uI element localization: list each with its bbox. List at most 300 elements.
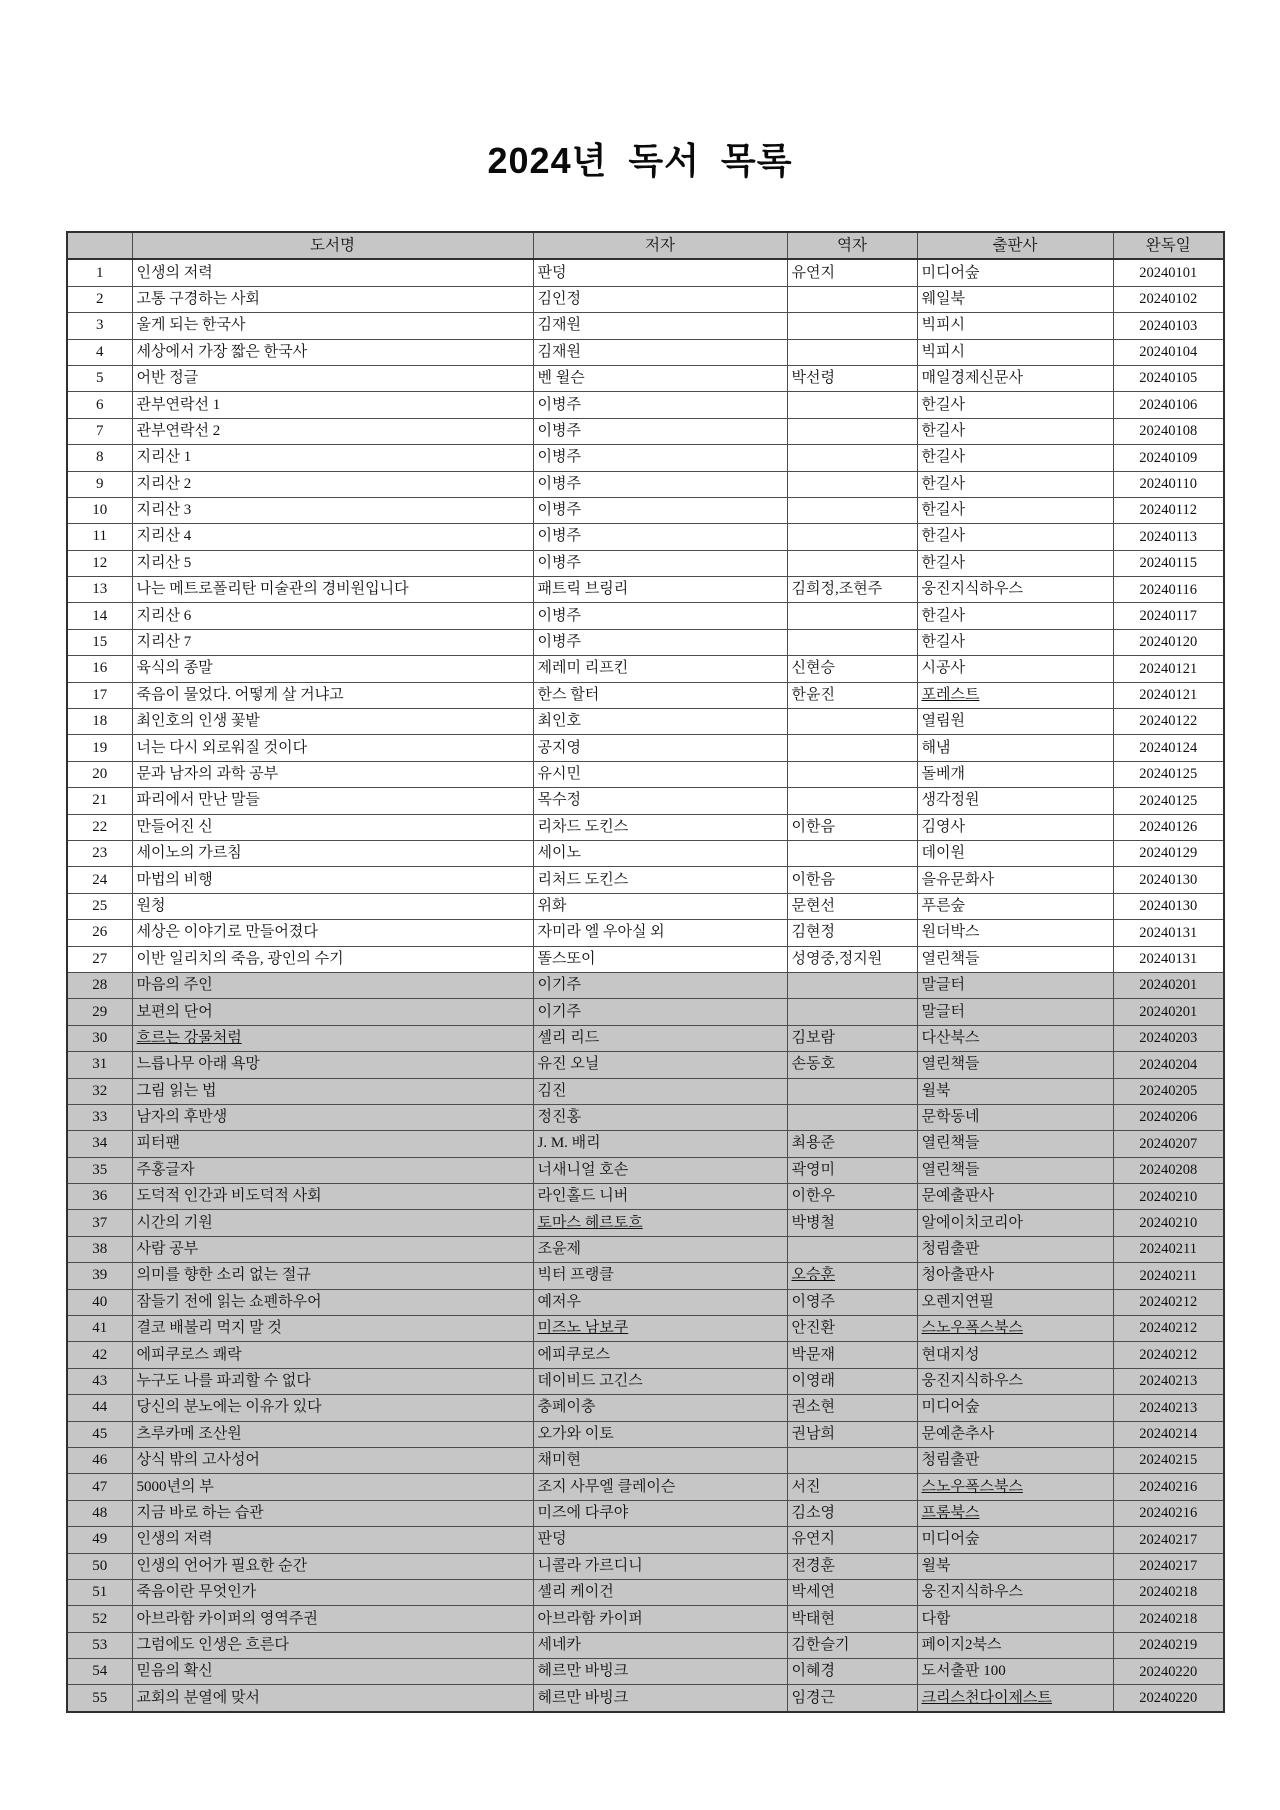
cell-translator [787, 603, 917, 629]
table-header-row [67, 232, 1224, 259]
cell-title: 어반 정글 [132, 365, 533, 391]
cell-author: 리처드 도킨스 [533, 867, 787, 893]
cell-title: 의미를 향한 소리 없는 절규 [132, 1263, 533, 1289]
cell-publisher: 포레스트 [917, 682, 1113, 708]
cell-author: 이병주 [533, 550, 787, 576]
table-row [67, 972, 1224, 998]
cell-publisher: 한길사 [917, 550, 1113, 576]
table-row [67, 1474, 1224, 1500]
cell-author: 이병주 [533, 629, 787, 655]
cell-date: 20240205 [1113, 1078, 1224, 1104]
table-row [67, 392, 1224, 418]
cell-publisher: 프롬북스 [917, 1500, 1113, 1526]
cell-author: 니콜라 가르디니 [533, 1553, 787, 1579]
cell-date: 20240131 [1113, 920, 1224, 946]
cell-translator: 손동호 [787, 1052, 917, 1078]
cell-no: 1 [67, 259, 132, 286]
table-row [67, 1052, 1224, 1078]
cell-no: 29 [67, 999, 132, 1025]
table-row [67, 920, 1224, 946]
cell-publisher: 문예춘추사 [917, 1421, 1113, 1447]
cell-title: 문과 남자의 과학 공부 [132, 761, 533, 787]
cell-title: 이반 일리치의 죽음, 광인의 수기 [132, 946, 533, 972]
cell-translator [787, 735, 917, 761]
cell-publisher: 시공사 [917, 656, 1113, 682]
cell-publisher: 크리스천다이제스트 [917, 1685, 1113, 1712]
table-row [67, 1447, 1224, 1473]
cell-translator [787, 761, 917, 787]
table-row [67, 761, 1224, 787]
cell-title: 도덕적 인간과 비도덕적 사회 [132, 1184, 533, 1210]
cell-date: 20240105 [1113, 365, 1224, 391]
cell-date: 20240120 [1113, 629, 1224, 655]
cell-translator [787, 339, 917, 365]
cell-title: 아브라함 카이퍼의 영역주권 [132, 1606, 533, 1632]
cell-author: 헤르만 바빙크 [533, 1659, 787, 1685]
cell-translator: 권남희 [787, 1421, 917, 1447]
cell-date: 20240106 [1113, 392, 1224, 418]
cell-translator [787, 497, 917, 523]
cell-publisher: 웨일북 [917, 286, 1113, 312]
table-row [67, 946, 1224, 972]
cell-publisher: 데이원 [917, 840, 1113, 866]
cell-author: 이병주 [533, 497, 787, 523]
cell-publisher: 푸른숲 [917, 893, 1113, 919]
cell-no: 11 [67, 524, 132, 550]
cell-title: 원청 [132, 893, 533, 919]
cell-translator: 박태현 [787, 1606, 917, 1632]
cell-date: 20240206 [1113, 1104, 1224, 1130]
cell-no: 23 [67, 840, 132, 866]
cell-publisher: 한길사 [917, 445, 1113, 471]
cell-publisher: 알에이치코리아 [917, 1210, 1113, 1236]
cell-no: 49 [67, 1527, 132, 1553]
cell-author: 김재원 [533, 339, 787, 365]
cell-date: 20240210 [1113, 1184, 1224, 1210]
cell-translator: 문현선 [787, 893, 917, 919]
cell-date: 20240220 [1113, 1659, 1224, 1685]
cell-no: 54 [67, 1659, 132, 1685]
cell-title: 흐르는 강물처럼 [132, 1025, 533, 1051]
cell-author: J. M. 배리 [533, 1131, 787, 1157]
cell-author: 위화 [533, 893, 787, 919]
cell-no: 48 [67, 1500, 132, 1526]
cell-author: 벤 윌슨 [533, 365, 787, 391]
table-row [67, 1131, 1224, 1157]
cell-no: 17 [67, 682, 132, 708]
cell-translator: 박문재 [787, 1342, 917, 1368]
cell-publisher: 말글터 [917, 999, 1113, 1025]
cell-publisher: 열린책들 [917, 1157, 1113, 1183]
cell-publisher: 청아출판사 [917, 1263, 1113, 1289]
table-row [67, 1632, 1224, 1658]
cell-publisher: 열린책들 [917, 1131, 1113, 1157]
cell-no: 16 [67, 656, 132, 682]
cell-no: 2 [67, 286, 132, 312]
cell-author: 김재원 [533, 313, 787, 339]
cell-author: 빅터 프랭클 [533, 1263, 787, 1289]
cell-no: 53 [67, 1632, 132, 1658]
table-row [67, 550, 1224, 576]
cell-author: 이병주 [533, 524, 787, 550]
cell-title: 지리산 1 [132, 445, 533, 471]
cell-publisher: 매일경제신문사 [917, 365, 1113, 391]
cell-author: 예저우 [533, 1289, 787, 1315]
cell-date: 20240220 [1113, 1685, 1224, 1712]
cell-date: 20240201 [1113, 999, 1224, 1025]
cell-translator: 김한슬기 [787, 1632, 917, 1658]
cell-title: 츠루카메 조산원 [132, 1421, 533, 1447]
cell-no: 43 [67, 1368, 132, 1394]
table-row [67, 259, 1224, 286]
table-row [67, 286, 1224, 312]
cell-translator: 안진환 [787, 1316, 917, 1342]
cell-date: 20240207 [1113, 1131, 1224, 1157]
cell-publisher: 을유문화사 [917, 867, 1113, 893]
cell-translator [787, 286, 917, 312]
cell-author: 세이노 [533, 840, 787, 866]
cell-author: 공지영 [533, 735, 787, 761]
cell-title: 지리산 7 [132, 629, 533, 655]
cell-translator: 박선령 [787, 365, 917, 391]
cell-translator: 박세연 [787, 1579, 917, 1605]
cell-translator: 이영주 [787, 1289, 917, 1315]
cell-author: 너새니얼 호손 [533, 1157, 787, 1183]
cell-translator: 오승훈 [787, 1263, 917, 1289]
cell-date: 20240212 [1113, 1289, 1224, 1315]
cell-no: 39 [67, 1263, 132, 1289]
cell-title: 상식 밖의 고사성어 [132, 1447, 533, 1473]
cell-title: 죽음이 물었다. 어떻게 살 거냐고 [132, 682, 533, 708]
cell-translator: 이혜경 [787, 1659, 917, 1685]
cell-author: 세네카 [533, 1632, 787, 1658]
cell-translator [787, 840, 917, 866]
cell-author: 데이비드 고긴스 [533, 1368, 787, 1394]
table-row [67, 999, 1224, 1025]
cell-publisher: 윌북 [917, 1078, 1113, 1104]
cell-no: 24 [67, 867, 132, 893]
cell-publisher: 한길사 [917, 524, 1113, 550]
col-header-publisher: 출판사 [917, 232, 1113, 259]
cell-publisher: 미디어숲 [917, 259, 1113, 286]
reading-list-table [66, 231, 1225, 1713]
col-header-no [67, 232, 132, 259]
cell-date: 20240122 [1113, 709, 1224, 735]
cell-date: 20240109 [1113, 445, 1224, 471]
table-row [67, 1236, 1224, 1262]
cell-title: 육식의 종말 [132, 656, 533, 682]
cell-author: 이병주 [533, 418, 787, 444]
cell-title: 그림 읽는 법 [132, 1078, 533, 1104]
cell-translator: 김희정,조현주 [787, 577, 917, 603]
cell-no: 28 [67, 972, 132, 998]
cell-author: 충페이충 [533, 1395, 787, 1421]
cell-publisher: 청림출판 [917, 1236, 1113, 1262]
cell-publisher: 다산북스 [917, 1025, 1113, 1051]
cell-title: 지금 바로 하는 습관 [132, 1500, 533, 1526]
cell-publisher: 한길사 [917, 629, 1113, 655]
table-row [67, 867, 1224, 893]
table-row [67, 656, 1224, 682]
cell-author: 조지 사무엘 클레이슨 [533, 1474, 787, 1500]
cell-date: 20240212 [1113, 1316, 1224, 1342]
cell-translator [787, 445, 917, 471]
cell-no: 6 [67, 392, 132, 418]
table-row [67, 1184, 1224, 1210]
cell-publisher: 청림출판 [917, 1447, 1113, 1473]
cell-no: 38 [67, 1236, 132, 1262]
cell-publisher: 현대지성 [917, 1342, 1113, 1368]
cell-author: 이기주 [533, 999, 787, 1025]
cell-author: 이기주 [533, 972, 787, 998]
table-row [67, 445, 1224, 471]
cell-no: 31 [67, 1052, 132, 1078]
cell-no: 8 [67, 445, 132, 471]
cell-title: 느릅나무 아래 욕망 [132, 1052, 533, 1078]
cell-title: 피터팬 [132, 1131, 533, 1157]
cell-no: 20 [67, 761, 132, 787]
cell-translator: 한윤진 [787, 682, 917, 708]
cell-title: 그럼에도 인생은 흐른다 [132, 1632, 533, 1658]
table-row [67, 893, 1224, 919]
cell-title: 사람 공부 [132, 1236, 533, 1262]
cell-title: 인생의 저력 [132, 1527, 533, 1553]
cell-date: 20240203 [1113, 1025, 1224, 1051]
cell-date: 20240211 [1113, 1236, 1224, 1262]
cell-date: 20240126 [1113, 814, 1224, 840]
cell-date: 20240211 [1113, 1263, 1224, 1289]
cell-publisher: 한길사 [917, 603, 1113, 629]
table-row [67, 1210, 1224, 1236]
cell-title: 남자의 후반생 [132, 1104, 533, 1130]
cell-date: 20240103 [1113, 313, 1224, 339]
cell-date: 20240112 [1113, 497, 1224, 523]
cell-no: 44 [67, 1395, 132, 1421]
cell-publisher: 한길사 [917, 497, 1113, 523]
cell-translator: 이한음 [787, 814, 917, 840]
cell-no: 47 [67, 1474, 132, 1500]
cell-translator: 임경근 [787, 1685, 917, 1712]
cell-no: 46 [67, 1447, 132, 1473]
cell-no: 45 [67, 1421, 132, 1447]
cell-title: 마음의 주인 [132, 972, 533, 998]
cell-publisher: 문예출판사 [917, 1184, 1113, 1210]
cell-date: 20240217 [1113, 1527, 1224, 1553]
cell-date: 20240125 [1113, 761, 1224, 787]
cell-translator: 김현정 [787, 920, 917, 946]
cell-no: 15 [67, 629, 132, 655]
col-header-title: 도서명 [132, 232, 533, 259]
cell-publisher: 미디어숲 [917, 1395, 1113, 1421]
cell-publisher: 문학동네 [917, 1104, 1113, 1130]
cell-translator [787, 1236, 917, 1262]
table-row [67, 1659, 1224, 1685]
table-row [67, 1527, 1224, 1553]
cell-publisher: 도서출판 100 [917, 1659, 1113, 1685]
cell-translator [787, 392, 917, 418]
cell-translator: 성영중,정지원 [787, 946, 917, 972]
table-row [67, 1395, 1224, 1421]
cell-translator: 신현승 [787, 656, 917, 682]
cell-date: 20240130 [1113, 893, 1224, 919]
cell-title: 죽음이란 무엇인가 [132, 1579, 533, 1605]
cell-date: 20240204 [1113, 1052, 1224, 1078]
cell-date: 20240131 [1113, 946, 1224, 972]
table-row [67, 1104, 1224, 1130]
cell-publisher: 한길사 [917, 418, 1113, 444]
table-row [67, 1579, 1224, 1605]
cell-title: 보편의 단어 [132, 999, 533, 1025]
table-row [67, 1025, 1224, 1051]
cell-author: 리차드 도킨스 [533, 814, 787, 840]
cell-no: 51 [67, 1579, 132, 1605]
cell-author: 제레미 리프킨 [533, 656, 787, 682]
table-row [67, 313, 1224, 339]
cell-publisher: 빅피시 [917, 313, 1113, 339]
table-row [67, 524, 1224, 550]
cell-date: 20240121 [1113, 682, 1224, 708]
cell-title: 잠들기 전에 읽는 쇼펜하우어 [132, 1289, 533, 1315]
cell-title: 만들어진 신 [132, 814, 533, 840]
cell-no: 36 [67, 1184, 132, 1210]
cell-no: 10 [67, 497, 132, 523]
table-row [67, 418, 1224, 444]
cell-translator [787, 788, 917, 814]
cell-title: 지리산 3 [132, 497, 533, 523]
table-row [67, 577, 1224, 603]
cell-date: 20240213 [1113, 1368, 1224, 1394]
cell-date: 20240115 [1113, 550, 1224, 576]
cell-title: 지리산 6 [132, 603, 533, 629]
cell-title: 마법의 비행 [132, 867, 533, 893]
cell-no: 13 [67, 577, 132, 603]
cell-date: 20240210 [1113, 1210, 1224, 1236]
cell-translator: 김소영 [787, 1500, 917, 1526]
cell-author: 셸리 케이건 [533, 1579, 787, 1605]
cell-translator [787, 1104, 917, 1130]
cell-translator: 곽영미 [787, 1157, 917, 1183]
cell-date: 20240108 [1113, 418, 1224, 444]
cell-date: 20240130 [1113, 867, 1224, 893]
table-row [67, 788, 1224, 814]
cell-author: 유진 오닐 [533, 1052, 787, 1078]
cell-author: 이병주 [533, 445, 787, 471]
cell-publisher: 한길사 [917, 471, 1113, 497]
cell-translator: 유연지 [787, 1527, 917, 1553]
table-row [67, 1316, 1224, 1342]
cell-author: 똘스또이 [533, 946, 787, 972]
cell-translator [787, 999, 917, 1025]
table-row [67, 1078, 1224, 1104]
cell-no: 40 [67, 1289, 132, 1315]
cell-title: 당신의 분노에는 이유가 있다 [132, 1395, 533, 1421]
cell-no: 3 [67, 313, 132, 339]
cell-no: 33 [67, 1104, 132, 1130]
cell-translator: 권소현 [787, 1395, 917, 1421]
cell-translator [787, 972, 917, 998]
table-row [67, 1289, 1224, 1315]
cell-publisher: 오렌지연필 [917, 1289, 1113, 1315]
cell-date: 20240216 [1113, 1500, 1224, 1526]
cell-title: 교회의 분열에 맞서 [132, 1685, 533, 1712]
cell-translator: 최용준 [787, 1131, 917, 1157]
cell-no: 4 [67, 339, 132, 365]
cell-author: 판덩 [533, 1527, 787, 1553]
cell-date: 20240201 [1113, 972, 1224, 998]
table-row [67, 840, 1224, 866]
cell-translator [787, 471, 917, 497]
cell-no: 41 [67, 1316, 132, 1342]
cell-author: 헤르만 바빙크 [533, 1685, 787, 1712]
page-title: 2024년 독서 목록 [487, 140, 793, 181]
cell-date: 20240215 [1113, 1447, 1224, 1473]
cell-date: 20240214 [1113, 1421, 1224, 1447]
cell-title: 나는 메트로폴리탄 미술관의 경비원입니다 [132, 577, 533, 603]
cell-no: 25 [67, 893, 132, 919]
cell-publisher: 돌베개 [917, 761, 1113, 787]
cell-no: 21 [67, 788, 132, 814]
cell-title: 고통 구경하는 사회 [132, 286, 533, 312]
cell-author: 김진 [533, 1078, 787, 1104]
cell-no: 27 [67, 946, 132, 972]
cell-title: 세상에서 가장 짧은 한국사 [132, 339, 533, 365]
cell-no: 14 [67, 603, 132, 629]
cell-author: 라인홀드 니버 [533, 1184, 787, 1210]
cell-publisher: 미디어숲 [917, 1527, 1113, 1553]
cell-publisher: 말글터 [917, 972, 1113, 998]
cell-author: 최인호 [533, 709, 787, 735]
cell-no: 52 [67, 1606, 132, 1632]
cell-translator [787, 550, 917, 576]
cell-no: 12 [67, 550, 132, 576]
cell-publisher: 웅진지식하우스 [917, 1579, 1113, 1605]
cell-no: 26 [67, 920, 132, 946]
cell-date: 20240216 [1113, 1474, 1224, 1500]
cell-author: 패트릭 브링리 [533, 577, 787, 603]
cell-title: 믿음의 확신 [132, 1659, 533, 1685]
cell-publisher: 생각정원 [917, 788, 1113, 814]
cell-no: 42 [67, 1342, 132, 1368]
table-row [67, 1685, 1224, 1712]
cell-no: 19 [67, 735, 132, 761]
cell-author: 목수정 [533, 788, 787, 814]
cell-translator [787, 629, 917, 655]
cell-no: 5 [67, 365, 132, 391]
cell-title: 최인호의 인생 꽃밭 [132, 709, 533, 735]
table-row [67, 735, 1224, 761]
cell-publisher: 스노우폭스북스 [917, 1474, 1113, 1500]
table-row [67, 365, 1224, 391]
cell-translator: 서진 [787, 1474, 917, 1500]
cell-date: 20240104 [1113, 339, 1224, 365]
cell-title: 에피쿠로스 쾌락 [132, 1342, 533, 1368]
cell-date: 20240117 [1113, 603, 1224, 629]
col-header-author: 저자 [533, 232, 787, 259]
cell-author: 셀리 리드 [533, 1025, 787, 1051]
cell-date: 20240125 [1113, 788, 1224, 814]
cell-no: 22 [67, 814, 132, 840]
cell-author: 토마스 헤르토흐 [533, 1210, 787, 1236]
table-row [67, 1553, 1224, 1579]
table-row [67, 339, 1224, 365]
cell-title: 5000년의 부 [132, 1474, 533, 1500]
table-row [67, 1263, 1224, 1289]
table-row [67, 497, 1224, 523]
cell-publisher: 원더박스 [917, 920, 1113, 946]
table-row [67, 603, 1224, 629]
cell-author: 이병주 [533, 392, 787, 418]
cell-title: 지리산 5 [132, 550, 533, 576]
